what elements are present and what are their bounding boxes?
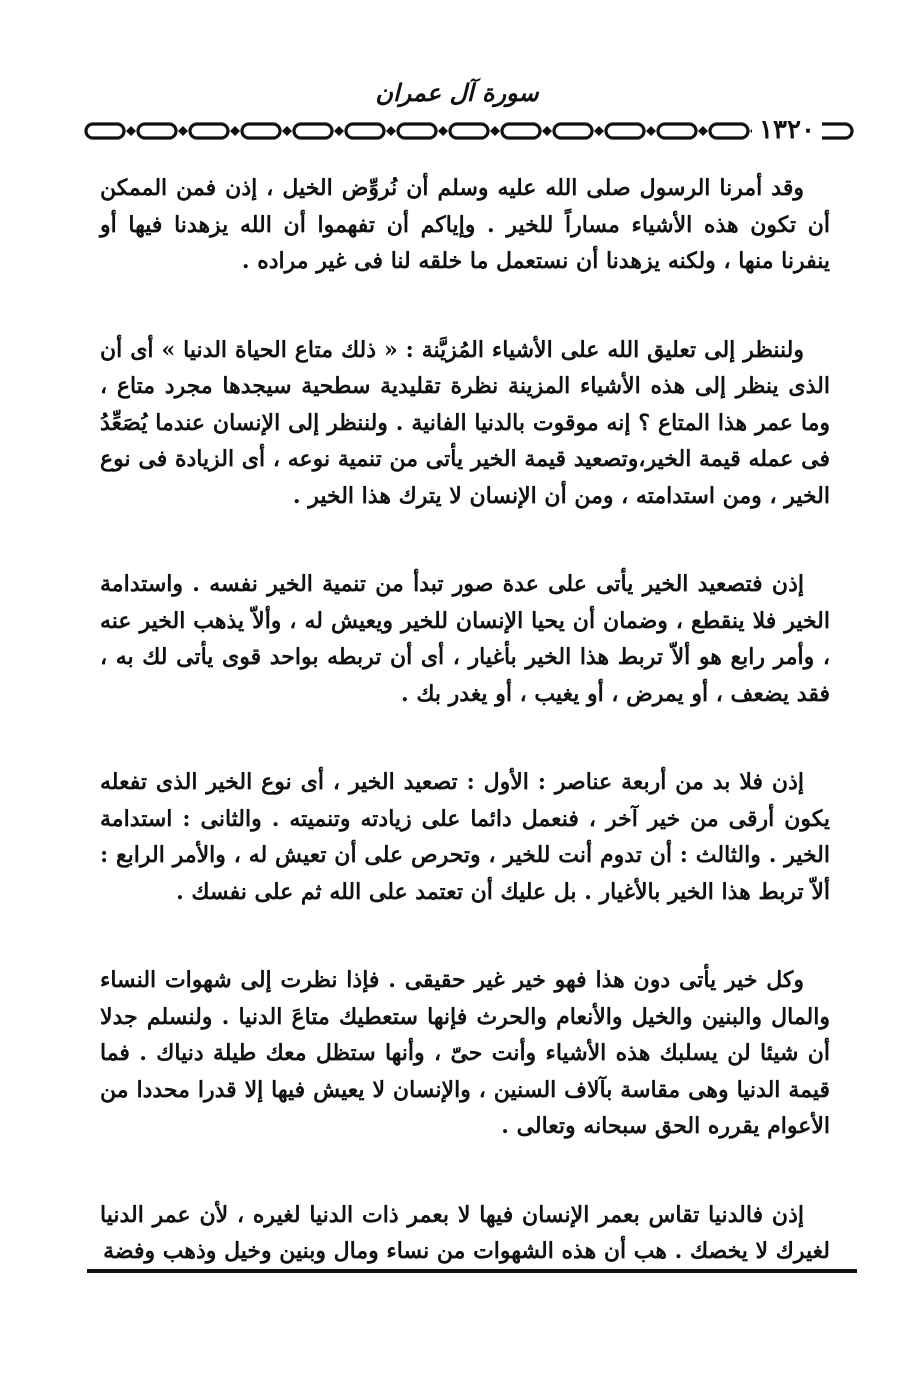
- paragraph-2: ولننظر إلى تعليق الله على الأشياء المُزيَّنة : « ذلك متاع الحياة الدنيا » أى أن الذى ينظر إلى هذه الأشياء المزينة نظرة تقليدية سطحية سيجدها مجرد متاع ، وما عمر هذا المتاع ؟ إنه موقوت بالدنيا الفانية . ولننظر إلى الإنسان عندما يُصَعِّدُ فى عمله قيمة الخير،وتصعيد قيمة الخير يأتى من تنمية نوعه ، أى الزيادة فى نوع الخير ، ومن استدامته ، ومن أن الإنسان لا يترك هذا الخير .: [100, 336, 830, 509]
- paragraph-5: وكل خير يأتى دون هذا فهو خير غير حقيقى . فإذا نظرت إلى شهوات النساء والمال والبنين والخيل والأنعام والحرث فإنها ستعطيك متاعَ الدنيا . ولنسلم جدلا أن شيئا لن يسلبك هذه الأشياء وأنت حىّ ، وأنها ستظل معك طيلة دنياك . فما قيمة الدنيا وهى مقاسة بآلاف السنين ، والإنسان لا يعيش فيها إلا قدرا محددا من الأعوام يقرره الحق سبحانه وتعالى .: [100, 967, 830, 1139]
- paragraph-6: إذن فالدنيا تقاس بعمر الإنسان فيها لا بعمر ذات الدنيا لغيره ، لأن عمر الدنيا لغيرك لا يخصك . هب أن هذه الشهوات من نساء ومال وبنين وخيل وذهب وفضة: [100, 1201, 830, 1264]
- surah-title: سورة آل عمران: [375, 78, 539, 107]
- main-text: [100, 170, 830, 1270]
- paragraph-4: إذن فلا بد من أربعة عناصر : الأول : تصعيد الخير ، أى نوع الخير الذى تفعله يكون أرقى من خير آخر ، فنعمل دائما على زيادته وتنميته . والثانى : استدامة الخير . والثالث : أن تدوم أنت للخير ، وتحرص على أن تعيش له ، والأمر الرابع : ألاّ تربط هذا الخير بالأغيار . بل عليك أن تعتمد على الله ثم على نفسك .: [100, 769, 830, 905]
- footer-rule: [87, 1269, 857, 1273]
- paragraph-1: وقد أمرنا الرسول صلى الله عليه وسلم أن نُروِّض الخيل ، إذن فمن الممكن أن تكون هذه الأشياء مساراً للخير . وإياكم أن تفهموا أن الله يزهدنا فيها أو ينفرنا منها ، ولكنه يزهدنا أن نستعمل ما خلقه لنا فى غير مراده .: [100, 175, 830, 274]
- page-number: ١٣٢٠: [752, 112, 822, 148]
- paragraph-3: إذن فتصعيد الخير يأتى على عدة صور تبدأ من تنمية الخير نفسه . واستدامة الخير فلا ينقطع ، وضمان أن يحيا الإنسان للخير ويعيش له ، وألاّ يذهب الخير عنه ، وأمر رابع هو ألاّ تربط هذا الخير بأغيار ، أى أن تربطه بواحد قوى يأتى لك به ، فقد يضعف ، أو يمرض ، أو يغيب ، أو يغدر بك .: [100, 571, 830, 707]
- ornament-divider: [84, 116, 858, 146]
